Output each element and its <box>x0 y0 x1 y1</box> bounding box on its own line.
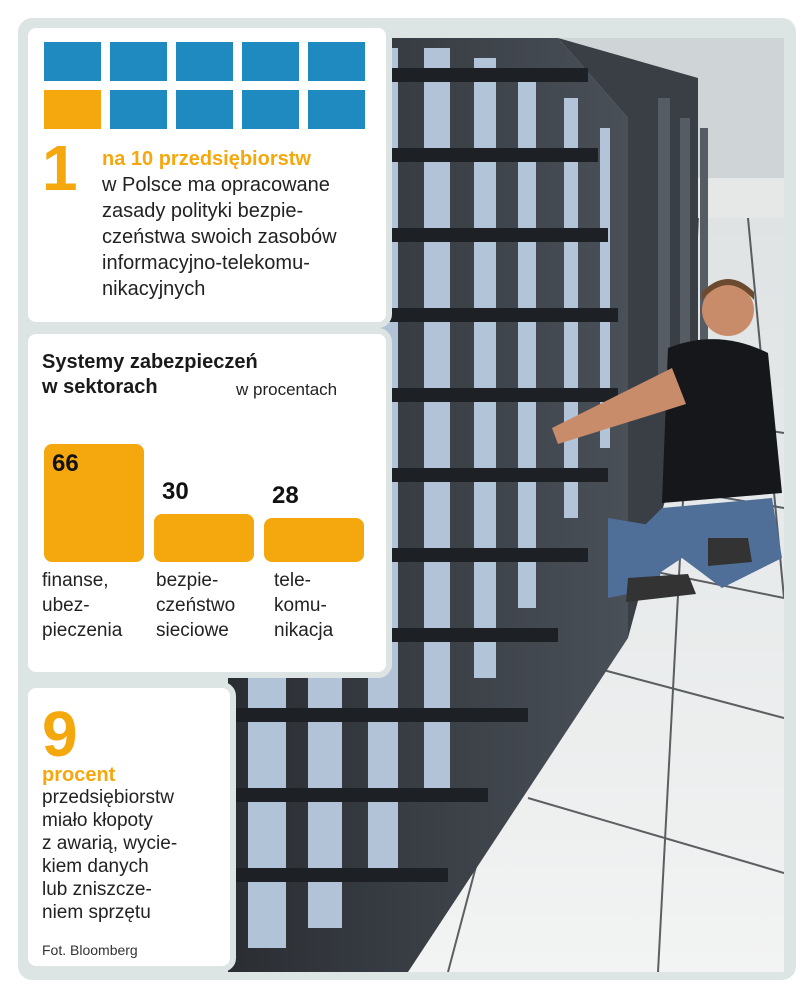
category-label-line: bezpie- <box>156 570 219 591</box>
fact-3-text <box>42 764 222 924</box>
category-label-line: finanse, <box>42 570 109 591</box>
category-label-line: nikacja <box>274 620 334 641</box>
square <box>176 42 233 81</box>
fact-3-line: miało kłopoty <box>42 810 153 831</box>
category-label <box>42 568 122 643</box>
bar <box>154 514 254 562</box>
square <box>308 90 365 129</box>
category-label <box>156 568 235 643</box>
square <box>44 42 101 81</box>
category-label-line: pieczenia <box>42 620 123 641</box>
category-label-line: sieciowe <box>156 620 229 641</box>
fact-1-number: 1 <box>42 132 78 204</box>
square <box>242 42 299 81</box>
square <box>110 42 167 81</box>
category-label-line: czeństwo <box>156 595 236 616</box>
squares-row <box>44 42 368 81</box>
bar-chart <box>28 334 386 672</box>
ratio-squares <box>44 42 368 138</box>
fact-1-line: w Polsce ma opracowane <box>102 174 330 196</box>
bar-value-label: 66 <box>52 450 79 477</box>
square <box>308 42 365 81</box>
photo-credit: Fot. Bloomberg <box>42 942 138 958</box>
fact-card-3 <box>22 682 236 972</box>
bar-value-label: 30 <box>162 478 189 506</box>
fact-1-line: nikacyjnych <box>102 278 206 300</box>
fact-1-line: informacyjno-telekomu- <box>102 252 310 274</box>
fact-3-highlight: procent <box>42 764 116 786</box>
fact-1-line: zasady polityki bezpie- <box>102 200 304 222</box>
bar <box>264 518 364 562</box>
fact-3-line: lub zniszcze- <box>42 879 152 900</box>
category-label-line: komu- <box>274 595 327 616</box>
square <box>176 90 233 129</box>
fact-3-line: kiem danych <box>42 856 149 877</box>
squares-row <box>44 90 368 129</box>
square <box>110 90 167 129</box>
category-label-line: tele- <box>274 570 311 591</box>
category-label-line: ubez- <box>42 595 90 616</box>
chart-title-line: w sektorach <box>42 376 158 398</box>
chart-unit: w procentach <box>236 380 338 399</box>
fact-card-1 <box>22 22 392 328</box>
bar-value-label: 28 <box>272 481 299 509</box>
chart-card <box>22 328 392 678</box>
category-label <box>274 568 333 643</box>
chart-title-line: Systemy zabezpieczeń <box>42 351 258 373</box>
fact-3-line: niem sprzętu <box>42 902 151 923</box>
fact-3-line: przedsiębiorstw <box>42 787 174 808</box>
fact-1-highlight: na 10 przedsiębiorstw <box>102 148 311 170</box>
fact-3-line: z awarią, wycie- <box>42 833 178 854</box>
square <box>242 90 299 129</box>
highlight-square <box>44 90 101 129</box>
fact-3-number: 9 <box>42 698 78 770</box>
fact-1-text <box>102 146 392 302</box>
fact-1-line: czeństwa swoich zasobów <box>102 226 337 248</box>
